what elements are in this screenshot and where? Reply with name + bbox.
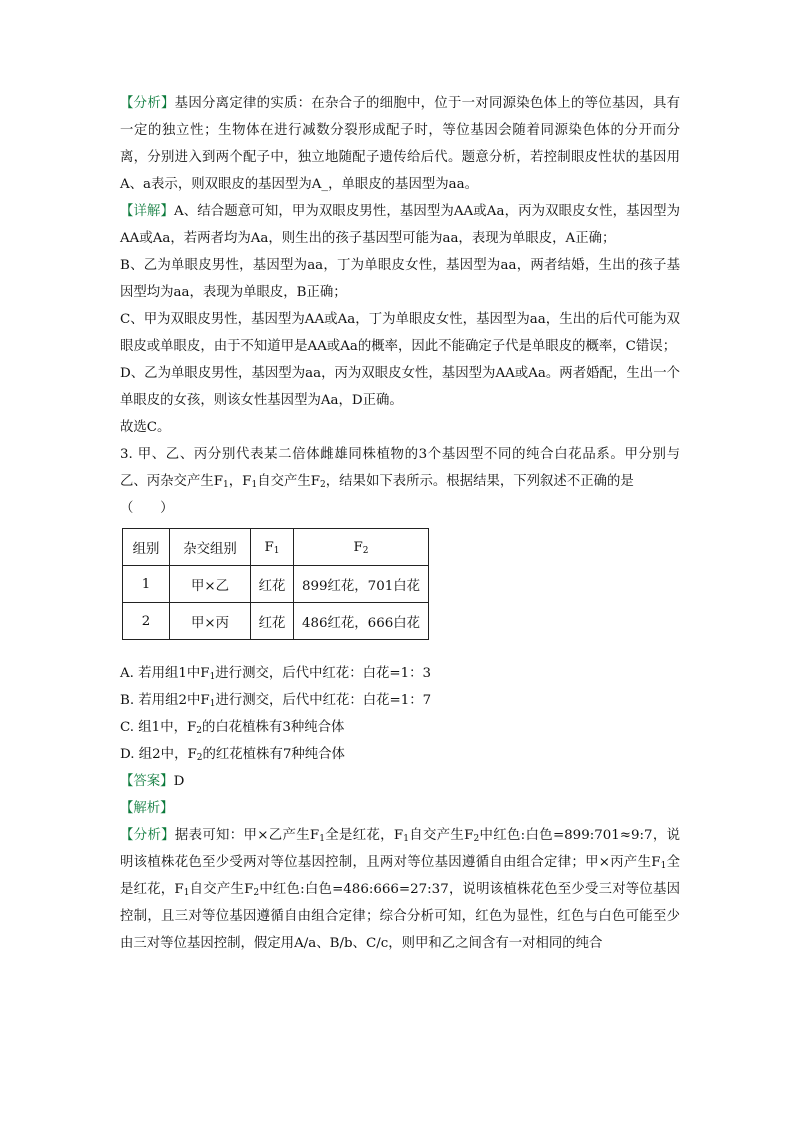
analysis2-text: 中红色:白色=899:701≈9:7，说明该植株花色至少受两对等位基因控制，且两对等位基因遵循自由组合定律；甲×丙产生F xyxy=(120,828,681,870)
table-cell: 1 xyxy=(123,566,170,603)
subscript: 1 xyxy=(251,480,258,490)
header-cross: 杂交组别 xyxy=(170,529,251,566)
subscript: 2 xyxy=(253,888,260,898)
detail-paragraph-b: B、乙为单眼皮男性，基因型为aa，丁为单眼皮女性，基因型为aa，两者结婚，生出的孩子基因型均为aa，表现为单眼皮，B正确； xyxy=(120,258,680,300)
table-row xyxy=(123,566,429,603)
table-cell: 899红花，701白花 xyxy=(294,566,429,603)
analysis2-text: 自交产生F xyxy=(189,882,254,897)
detail-tag: 【详解】 xyxy=(120,204,175,219)
table-cell: 甲×乙 xyxy=(170,566,251,603)
option-b-text: B. 若用组2中F xyxy=(120,693,210,708)
detail-a-text: A、结合题意可知，甲为双眼皮男性，基因型为AA或Aa，丙为双眼皮女性，基因型为AA或Aa，若两者均为Aa，则生出的孩子基因型可能为aa，表现为单眼皮，A正确； xyxy=(120,204,680,246)
option-a-text: A. 若用组1中F xyxy=(120,666,210,681)
detail-paragraph-d: D、乙为单眼皮男性，基因型为aa，丙为双眼皮女性，基因型为AA或Aa。两者婚配，生出一个单眼皮的女孩，则该女性基因型为Aa，D正确。 xyxy=(120,366,680,408)
answer-tag: 【答案】 xyxy=(120,774,174,789)
table-row xyxy=(123,603,429,640)
subscript: 1 xyxy=(183,888,190,898)
option-d-text: D. 组2中，F xyxy=(120,747,197,762)
option-d-text-2: 的红花植株有7种纯合体 xyxy=(202,747,345,762)
analysis-paragraph-2 xyxy=(120,822,680,957)
analysis2-text: 中红色:白色=486:666=27:37，说明该植株花色至少受三对等位基因控制，且三对等位基因遵循自由组合定律；综合分析可知，红色为显性，红色与白色可能至少由三对等位基因控制，假定用A/a、B/b、C/c，则甲和乙之间含有一对相同的纯合 xyxy=(120,882,680,951)
subscript: 1 xyxy=(223,480,229,490)
subscript: 1 xyxy=(319,834,325,844)
analysis-paragraph-1 xyxy=(120,90,680,198)
option-c xyxy=(120,714,680,741)
answer-value: D xyxy=(173,774,185,789)
analysis-tag: 【分析】 xyxy=(120,828,175,843)
detail-paragraph-a xyxy=(120,198,680,252)
stem-part-a: 3. 甲、乙、丙分别代表某二倍体雌雄同株植物的3个基因型不同的纯合白花品系。甲分别与乙、丙杂交产生F xyxy=(120,447,680,489)
analysis2-text: 自交产生F xyxy=(408,828,474,843)
question-3-paren: （ ） xyxy=(120,501,174,516)
explain-line xyxy=(120,795,680,822)
analysis-tag: 【分析】 xyxy=(120,96,175,111)
answer-line xyxy=(120,768,680,795)
option-c-text-2: 的白花植株有3种纯合体 xyxy=(202,720,345,735)
stem-part-c: 自交产生F xyxy=(257,474,321,489)
document-page xyxy=(120,90,680,957)
result-table xyxy=(122,528,429,640)
table-cell: 486红花，666白花 xyxy=(294,603,429,640)
question-3-stem xyxy=(120,441,680,495)
analysis-text: 基因分离定律的实质：在杂合子的细胞中，位于一对同源染色体上的等位基因，具有一定的独立性；生物体在进行减数分裂形成配子时，等位基因会随着同源染色体的分开而分离，分别进入到两个配子中，独立地随配子遗传给后代。题意分析，若控制眼皮性状的基因用A、a表示，则双眼皮的基因型为A_，单眼皮的基因型为aa。 xyxy=(120,96,681,192)
analysis2-text: 全是红花，F xyxy=(120,855,681,897)
option-b-text-2: 进行测交，后代中红花：白花=1：7 xyxy=(215,693,432,708)
option-a xyxy=(120,660,680,687)
subscript: 1 xyxy=(403,834,409,844)
stem-part-b: ，F xyxy=(228,474,252,489)
option-a-text-2: 进行测交，后代中红花：白花=1：3 xyxy=(215,666,432,681)
subscript: 1 xyxy=(209,699,216,709)
subscript: 2 xyxy=(196,753,203,763)
header-group: 组别 xyxy=(123,529,170,566)
table-cell: 红花 xyxy=(251,603,294,640)
table-header-row xyxy=(123,529,429,566)
explain-tag: 【解析】 xyxy=(120,801,174,816)
option-b xyxy=(120,687,680,714)
header-f2: $F_2$ xyxy=(294,529,429,566)
subscript: 2 xyxy=(196,726,202,736)
table-cell: 红花 xyxy=(251,566,294,603)
analysis2-text: 全是红花，F xyxy=(324,828,404,843)
subscript: 2 xyxy=(473,834,480,844)
table-cell: 2 xyxy=(123,603,170,640)
subscript: 1 xyxy=(660,861,667,871)
stem-part-d: ，结果如下表所示。根据结果，下列叙述不正确的是 xyxy=(325,474,634,489)
subscript: 2 xyxy=(320,480,326,490)
option-d xyxy=(120,741,680,768)
option-c-text: C. 组1中，F xyxy=(120,720,197,735)
subscript: 1 xyxy=(209,672,216,682)
analysis2-text: 据表可知：甲×乙产生F xyxy=(174,828,320,843)
header-f1: $F_1$ xyxy=(251,529,294,566)
detail-paragraph-c: C、甲为双眼皮男性，基因型为AA或Aa，丁为单眼皮女性，基因型为aa，生出的后代可能为双眼皮或单眼皮，由于不知道甲是AA或Aa的概率，因此不能确定子代是单眼皮的概率，C错误； xyxy=(120,312,680,354)
detail-choice: 故选C。 xyxy=(120,420,171,435)
table-cell: 甲×丙 xyxy=(170,603,251,640)
